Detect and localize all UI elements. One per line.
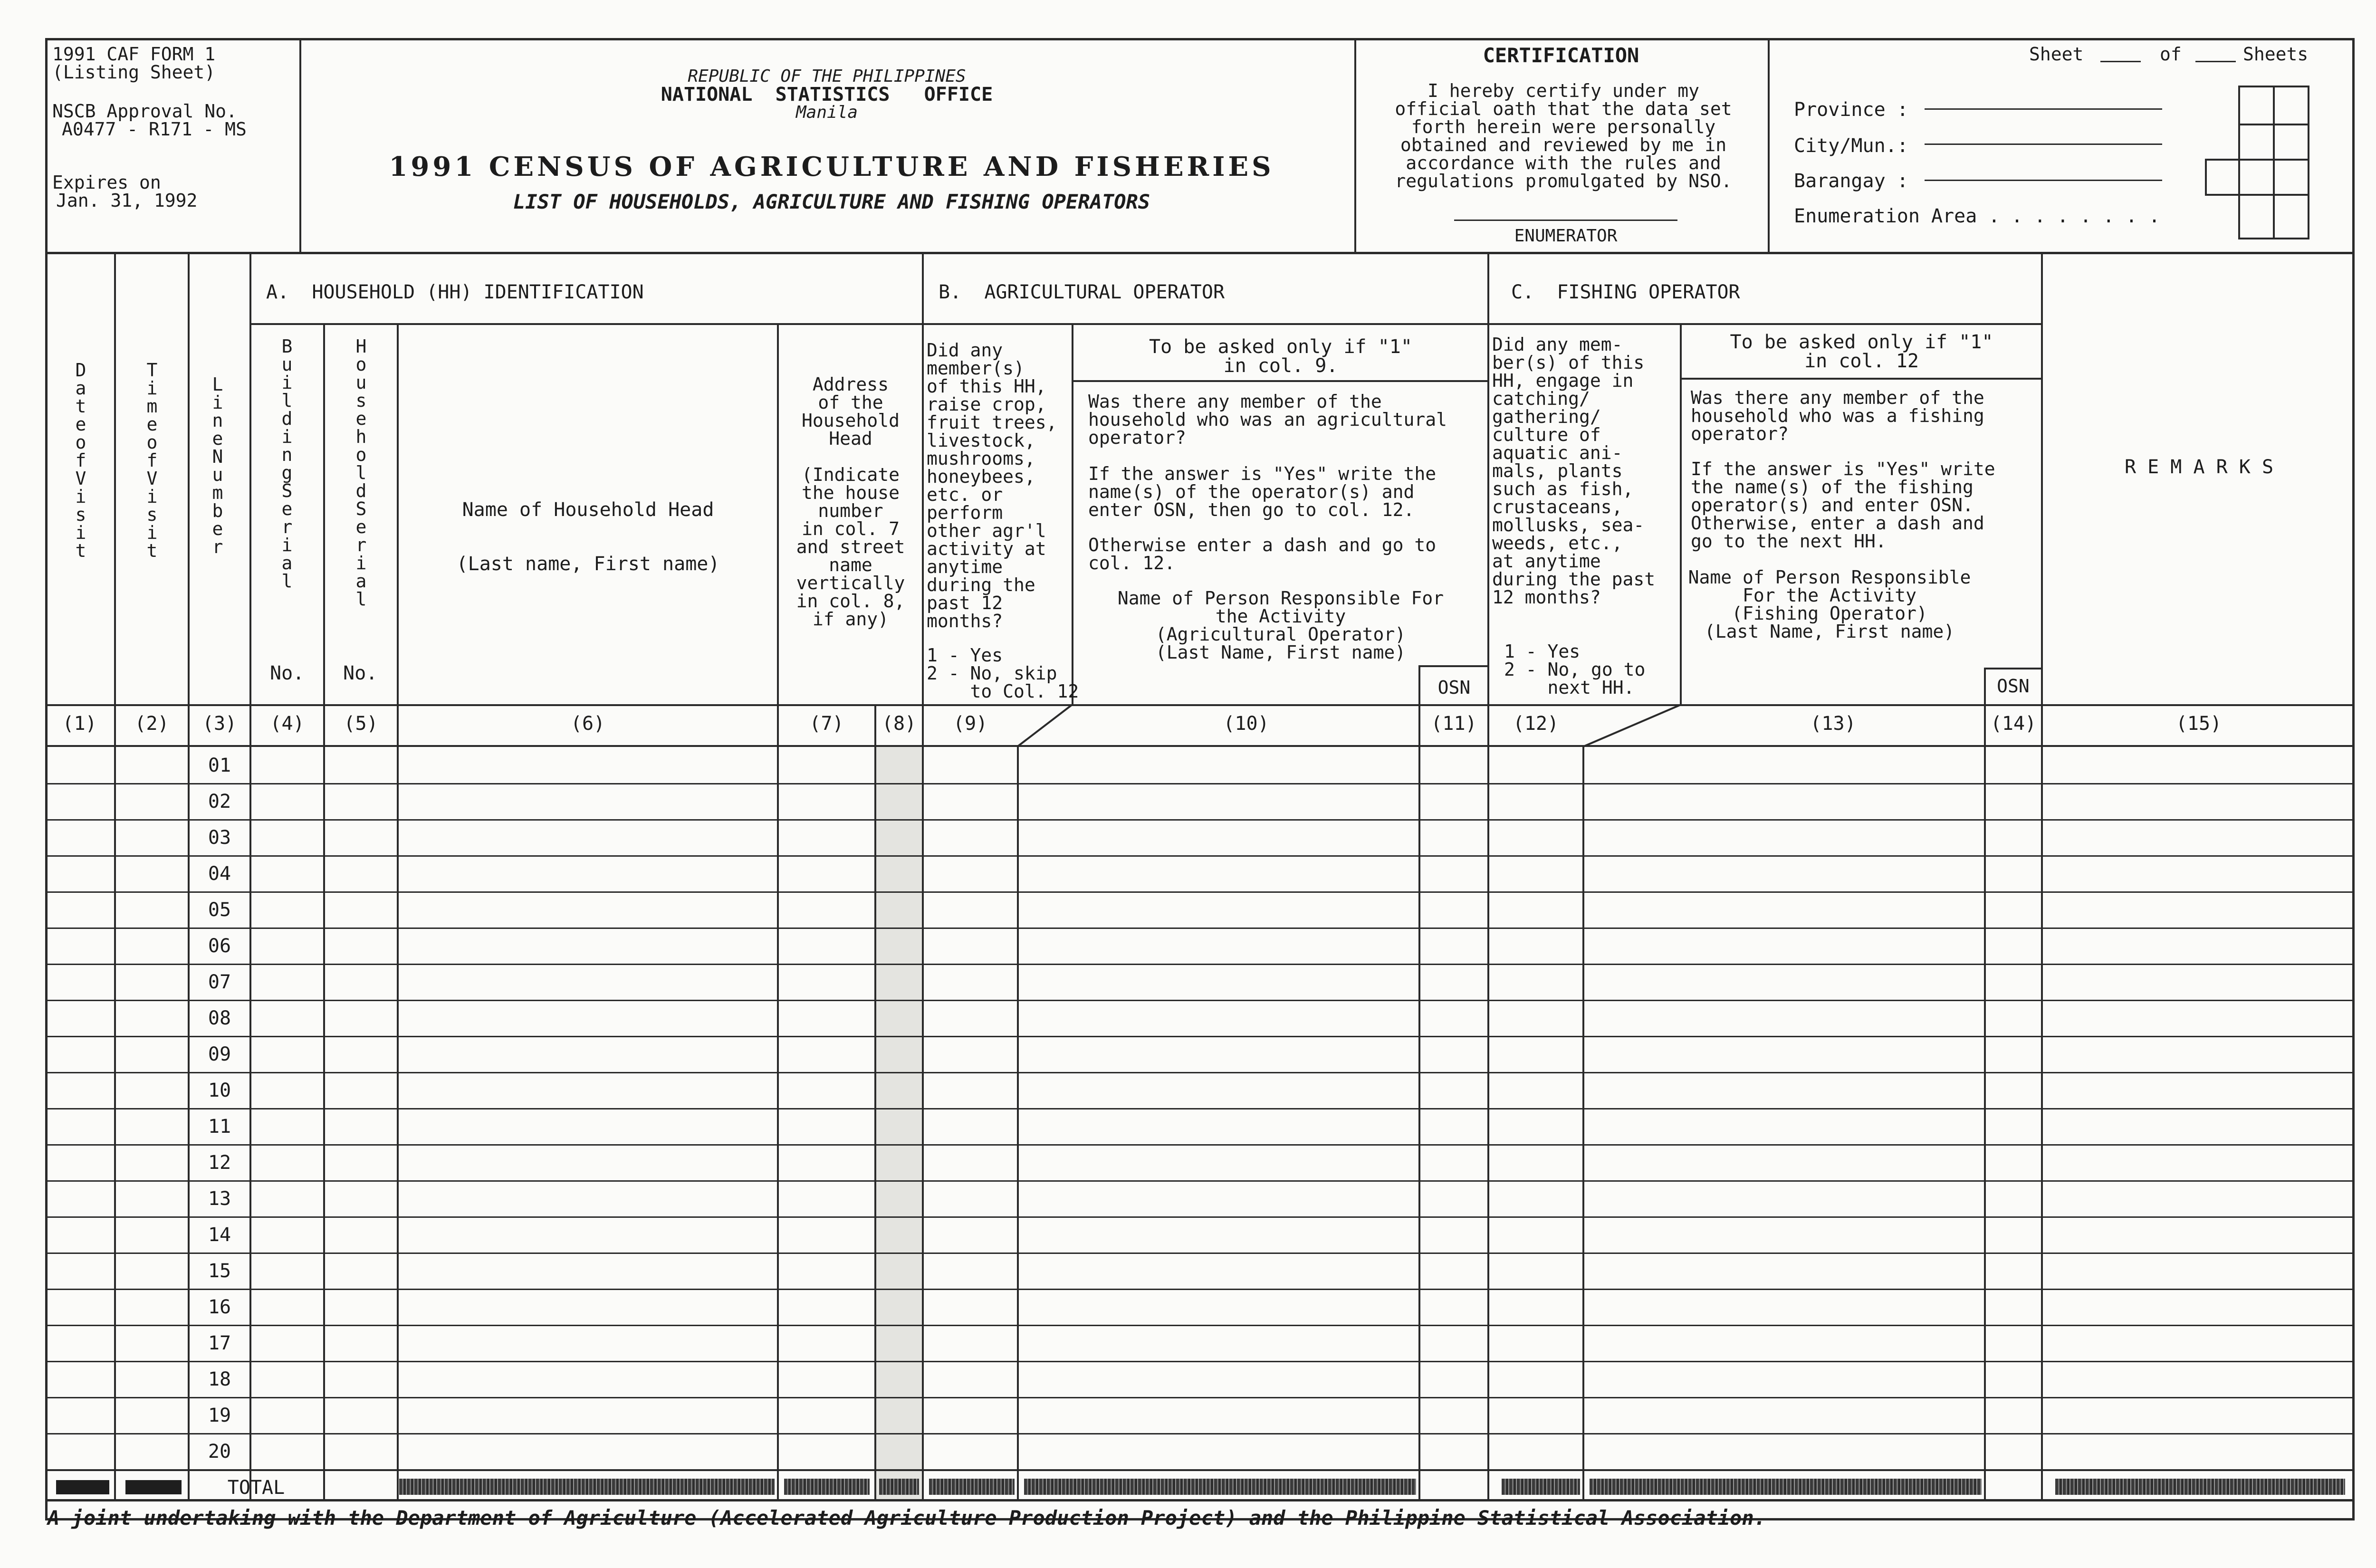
office-label: NATIONAL STATISTICS OFFICE xyxy=(661,84,993,105)
sheet-number-blank[interactable] xyxy=(2100,61,2141,62)
line-number: 16 xyxy=(208,1296,231,1318)
col-rule-12-13-header xyxy=(1680,323,1682,706)
form-frame xyxy=(45,38,2355,1520)
col-rule-12-13-body xyxy=(1582,745,1584,1499)
col-8-shaded-strip xyxy=(876,747,922,1499)
section-c-rule xyxy=(1487,323,2041,325)
col-7-header: Address of the Household Head xyxy=(802,374,900,449)
header-bottom-rule xyxy=(45,252,2355,254)
col-rule-8-9 xyxy=(922,254,924,1499)
line-number: 13 xyxy=(208,1188,231,1210)
col-3-header: Line Number xyxy=(212,374,223,557)
total-fill-col-12 xyxy=(1502,1479,1580,1495)
line-number: 07 xyxy=(208,971,231,993)
col-rule-3-4 xyxy=(249,254,251,1499)
col-13-question: Was there any member of the household who was a fishing operator? xyxy=(1691,387,1984,444)
province-label: Province : xyxy=(1794,99,1908,121)
enumerator-label: ENUMERATOR xyxy=(1514,226,1618,246)
col-13-instruction: If the answer is "Yes" write the name(s) of the fishing operator(s) and enter OSN. Otherwise, enter a dash and go to the next HH. xyxy=(1691,459,1995,552)
header-divider-3 xyxy=(1768,38,1770,252)
line-number: 11 xyxy=(208,1116,231,1138)
col-9-options: 1 - Yes 2 - No, skip to Col. 12 xyxy=(927,645,1079,702)
section-a-rule xyxy=(249,323,922,325)
barangay-code-divider-1 xyxy=(2238,159,2240,196)
col-10-instruction-else: Otherwise enter a dash and go to col. 12. xyxy=(1088,535,1437,574)
col-rule-1-2 xyxy=(114,254,116,1499)
barangay-code-divider-2 xyxy=(2273,159,2275,196)
approval-label: NSCB Approval No. xyxy=(52,101,237,122)
c14-osn-rule xyxy=(1984,668,2041,669)
line-number: 01 xyxy=(208,755,231,776)
col-number: (8) xyxy=(881,713,917,735)
line-number: 19 xyxy=(208,1405,231,1426)
line-number: 15 xyxy=(208,1260,231,1282)
sheet-total-blank[interactable] xyxy=(2195,61,2236,62)
col-rule-4-5 xyxy=(323,323,325,1499)
c10-head-rule xyxy=(1072,380,1487,382)
line-number: 08 xyxy=(208,1007,231,1029)
enumeration-area-label: Enumeration Area . . . . . . . . xyxy=(1794,205,2160,227)
col-5-header: Household Serial xyxy=(355,336,367,610)
page-title: 1991 CENSUS OF AGRICULTURE AND FISHERIES xyxy=(389,151,1274,182)
total-fill-col-13 xyxy=(1590,1479,1982,1495)
col-number: (9) xyxy=(953,713,988,735)
republic-label: REPUBLIC OF THE PHILIPPINES xyxy=(688,67,966,86)
col-number: (1) xyxy=(62,713,97,735)
city-mun-label: City/Mun.: xyxy=(1794,135,1908,157)
col-7-subheader: (Indicate the house number in col. 7 and street name vertically in col. 8, if any) xyxy=(796,464,905,630)
line-number: 02 xyxy=(208,791,231,813)
col-15-header: R E M A R K S xyxy=(2124,456,2274,478)
col-number: (2) xyxy=(134,713,169,735)
header-divider-2 xyxy=(1354,38,1356,252)
sheet-label: Sheet xyxy=(2029,44,2084,65)
col-2-header: Time of Visit xyxy=(146,360,158,561)
header-numbers-top-rule xyxy=(45,704,2355,706)
col-rule-10-11 xyxy=(1418,665,1420,1499)
col-6-subheader: (Last name, First name) xyxy=(456,553,720,575)
province-code-divider xyxy=(2273,86,2275,125)
line-number: 05 xyxy=(208,899,231,921)
section-a-title: A. HOUSEHOLD (HH) IDENTIFICATION xyxy=(266,281,644,303)
col-10-question: Was there any member of the household who was an agricultural operator? xyxy=(1088,391,1447,448)
line-number: 10 xyxy=(208,1080,231,1101)
col-10-header: To be asked only if "1" in col. 9. xyxy=(1149,336,1412,377)
barangay-label: Barangay : xyxy=(1794,170,1908,192)
form-listing: (Listing Sheet) xyxy=(52,62,216,83)
footer-note: A joint undertaking with the Department of Agriculture (Accelerated Agriculture Production Project) and the Philippine Statistical Association. xyxy=(48,1506,1766,1530)
section-b-title: B. AGRICULTURAL OPERATOR xyxy=(939,281,1225,303)
col-4-header: Building Serial xyxy=(281,336,293,592)
total-label: TOTAL xyxy=(227,1477,285,1499)
col-11-header: OSN xyxy=(1437,677,1471,698)
col-number: (15) xyxy=(2175,713,2222,735)
total-fill-col-1 xyxy=(56,1480,109,1494)
line-number: 03 xyxy=(208,827,231,849)
col-5-no: No. xyxy=(343,662,378,684)
line-number: 12 xyxy=(208,1152,231,1174)
col-number: (13) xyxy=(1810,713,1856,735)
of-label: of xyxy=(2160,44,2182,65)
col-rule-6-7 xyxy=(777,323,779,1499)
col-number: (11) xyxy=(1431,713,1477,735)
section-c-title: C. FISHING OPERATOR xyxy=(1511,281,1740,303)
city-mun-field[interactable] xyxy=(1925,143,2162,145)
col-10-name-label: Name of Person Responsible For the Activity (Agricultural Operator) (Last Name, First name) xyxy=(1117,588,1444,663)
c13-head-rule xyxy=(1680,378,2041,380)
total-fill-col-7 xyxy=(784,1479,870,1495)
expires-date: Jan. 31, 1992 xyxy=(56,190,198,211)
col-13-header: To be asked only if "1" in col. 12 xyxy=(1730,331,1993,372)
line-number: 04 xyxy=(208,863,231,885)
col-rule-11-12 xyxy=(1487,254,1489,1499)
col-rule-13-14 xyxy=(1984,668,1986,1499)
col-9-header: Did any member(s) of this HH, raise crop, fruit trees, livestock, mushrooms, honeybees, etc. or perform other agr'l activity at anytime during the past 12 months? xyxy=(927,340,1057,631)
total-fill-col-9 xyxy=(929,1479,1015,1495)
barangay-code-box[interactable] xyxy=(2205,159,2309,196)
c11-osn-rule xyxy=(1418,665,1487,667)
line-number: 06 xyxy=(208,935,231,957)
col-13-name-label: Name of Person Responsible For the Activity (Fishing Operator) (Last Name, First name) xyxy=(1688,567,1971,642)
header-numbers-bottom-rule xyxy=(45,745,2355,747)
certification-text: I hereby certify under my official oath that the data set forth herein were personally obtained and reviewed by me in accordance with the rules and regulations promulgated by NSO. xyxy=(1395,80,1732,191)
line-number: 17 xyxy=(208,1332,231,1354)
total-fill-col-8 xyxy=(879,1479,919,1495)
province-field[interactable] xyxy=(1925,108,2162,110)
col-number: (3) xyxy=(202,713,237,735)
col-10-instruction-yes: If the answer is "Yes" write the name(s) of the operator(s) and enter OSN, then go to col. 12. xyxy=(1088,463,1437,520)
col-number: (5) xyxy=(344,713,378,735)
line-number: 14 xyxy=(208,1224,231,1246)
page-subtitle: LIST OF HOUSEHOLDS, AGRICULTURE AND FISHING OPERATORS xyxy=(513,190,1150,213)
col-number: (4) xyxy=(270,713,305,735)
total-fill-col-10 xyxy=(1024,1479,1416,1495)
line-number: 18 xyxy=(208,1368,231,1390)
header-divider-1 xyxy=(299,38,301,252)
ea-code-divider xyxy=(2273,194,2275,239)
col-4-no: No. xyxy=(270,662,305,684)
col-number: (10) xyxy=(1223,713,1269,735)
line-number: 09 xyxy=(208,1043,231,1065)
col-9-10-slant xyxy=(1012,703,1079,751)
barangay-field[interactable] xyxy=(1925,180,2162,181)
col-rule-9-10-body xyxy=(1017,745,1019,1499)
form-id: 1991 CAF FORM 1 xyxy=(52,44,216,65)
total-fill-col-6 xyxy=(399,1479,775,1495)
total-fill-col-2 xyxy=(125,1480,182,1494)
certification-title: CERTIFICATION xyxy=(1483,44,1639,67)
col-number: (14) xyxy=(1990,713,2037,735)
city-label: Manila xyxy=(795,103,858,122)
city-code-divider xyxy=(2273,124,2275,161)
approval-number: A0477 - R171 - MS xyxy=(62,119,247,140)
col-1-header: Date of Visit xyxy=(75,360,86,561)
total-fill-col-15 xyxy=(2055,1479,2345,1495)
sheets-label: Sheets xyxy=(2243,44,2309,65)
col-14-header: OSN xyxy=(1997,676,2030,697)
col-12-13-slant xyxy=(1578,703,1687,751)
col-6-header: Name of Household Head xyxy=(462,499,714,521)
col-number: (6) xyxy=(570,713,605,735)
col-number: (12) xyxy=(1513,713,1559,735)
enumerator-signature-line xyxy=(1454,220,1677,221)
section-b-rule xyxy=(922,323,1487,325)
col-12-options: 1 - Yes 2 - No, go to next HH. xyxy=(1504,641,1646,698)
line-number: 20 xyxy=(208,1441,231,1463)
col-rule-5-6 xyxy=(397,323,399,1499)
expires-label: Expires on xyxy=(52,172,161,193)
col-number: (7) xyxy=(809,713,844,735)
col-12-header: Did any mem- ber(s) of this HH, engage in catching/ gathering/ culture of aquatic ani- mals, plants such as fish, crustaceans, mollusks, sea- weeds, etc., at anytime during the past 12 months? xyxy=(1492,334,1656,608)
col-rule-14-15 xyxy=(2041,254,2043,1499)
